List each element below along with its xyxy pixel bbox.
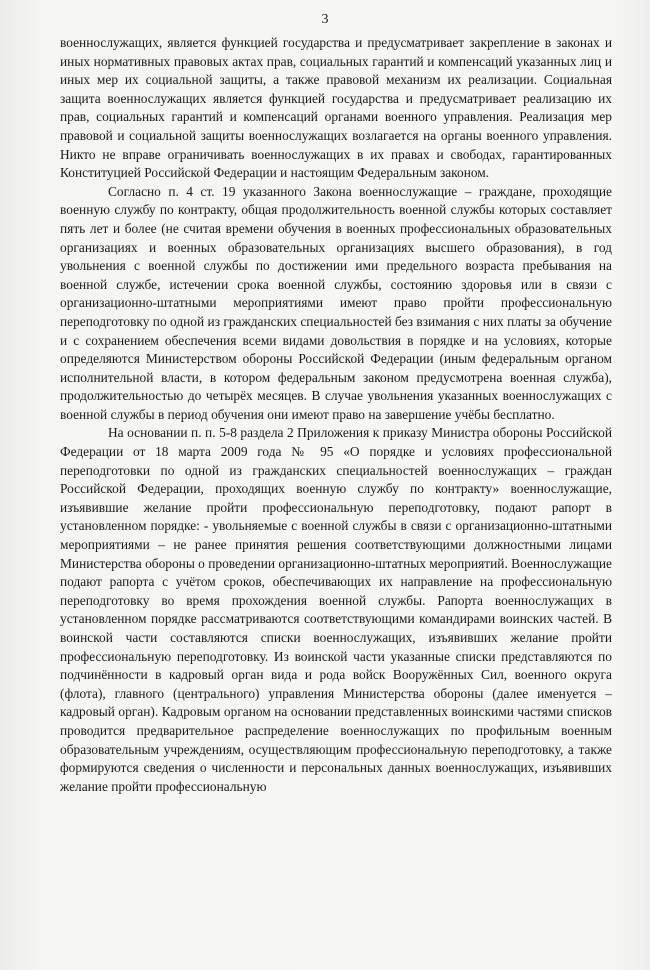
paragraph-3: На основании п. п. 5-8 раздела 2 Приложения к приказу Министра обороны Российской Федерации от 18 марта 2009 года № 95 «О порядке и условиях профессиональной переподготовки по одной из гражданских специальностей военнослужащих – граждан Российской Федерации, проходящих военную службу по контракту» военнослужащие, изъявившие желание пройти профессиональную переподготовку, подают рапорт в установленном порядке: - увольняемые с военной службы в связи с организационно-штатными мероприятиями – не ранее принятия решения соответствующими должностными лицами Министерства обороны о проведении организационно-штатных мероприятий. Военнослужащие подают рапорта с учётом сроков, обеспечивающих их направление на профессиональную переподготовку во время прохождения военной службы. Рапорта военнослужащих в установленном порядке рассматриваются соответствующими командирами воинских частей. В воинской части составляются списки военнослужащих, изъявивших желание пройти профессиональную переподготовку. Из воинской части указанные списки представляются по подчинённости в кадровый орган вида и рода войск Вооружённых Сил, военного округа (флота), главного (центрального) управления Министерства обороны (далее именуется – кадровый орган). Кадровым органом на основании представленных воинскими частями списков проводится предварительное распределение военнослужащих по профильным военным образовательным учреждениям, осуществляющим профессиональную переподготовку, а также формируются сведения о численности и персональных данных военнослужащих, изъявивших желание пройти профессиональную [60, 425, 613, 794]
page-number: 3 [321, 12, 329, 27]
document-body [60, 34, 612, 796]
paragraph-2: Согласно п. 4 ст. 19 указанного Закона военнослужащие – граждане, проходящие военную службу по контракту, общая продолжительность военной службы которых составляет пять лет и более (не считая времени обучения в военных профессиональных образовательных организациях и военных образовательных организациях высшего образования), в год увольнения с военной службы по достижении ими предельного возраста пребывания на военной службе, истечении срока военной службы, состоянию здоровья или в связи с организационно-штатными мероприятиями имеют право пройти профессиональную переподготовку по одной из гражданских специальностей без взимания с них платы за обучение и с сохранением обеспечения всеми видами довольствия в порядке и на условиях, которые определяются Министерством обороны Российской Федерации (иным федеральным органом исполнительной власти, в котором федеральным законом предусмотрена военная служба), продолжительностью до четырёх месяцев. В случае увольнения указанных военнослужащих с военной службы в период обучения они имеют право на завершение учёбы бесплатно. [60, 183, 612, 422]
paragraph-1: военнослужащих, является функцией государства и предусматривает закрепление в законах и иных нормативных правовых актах прав, социальных гарантий и компенсаций указанных лиц и иных мер их социальной защиты, а также правовой механизм их реализации. Социальная защита военнослужащих является функцией государства и предусматривает реализацию их прав, социальных гарантий и компенсаций органами военного управления. Реализация мер правовой и социальной защиты военнослужащих возлагается на органы военного управления. Никто не вправе ограничивать военнослужащих в их правах и свободах, гарантированных Конституцией Российской Федерации и настоящим Федеральным законом. [60, 35, 612, 181]
